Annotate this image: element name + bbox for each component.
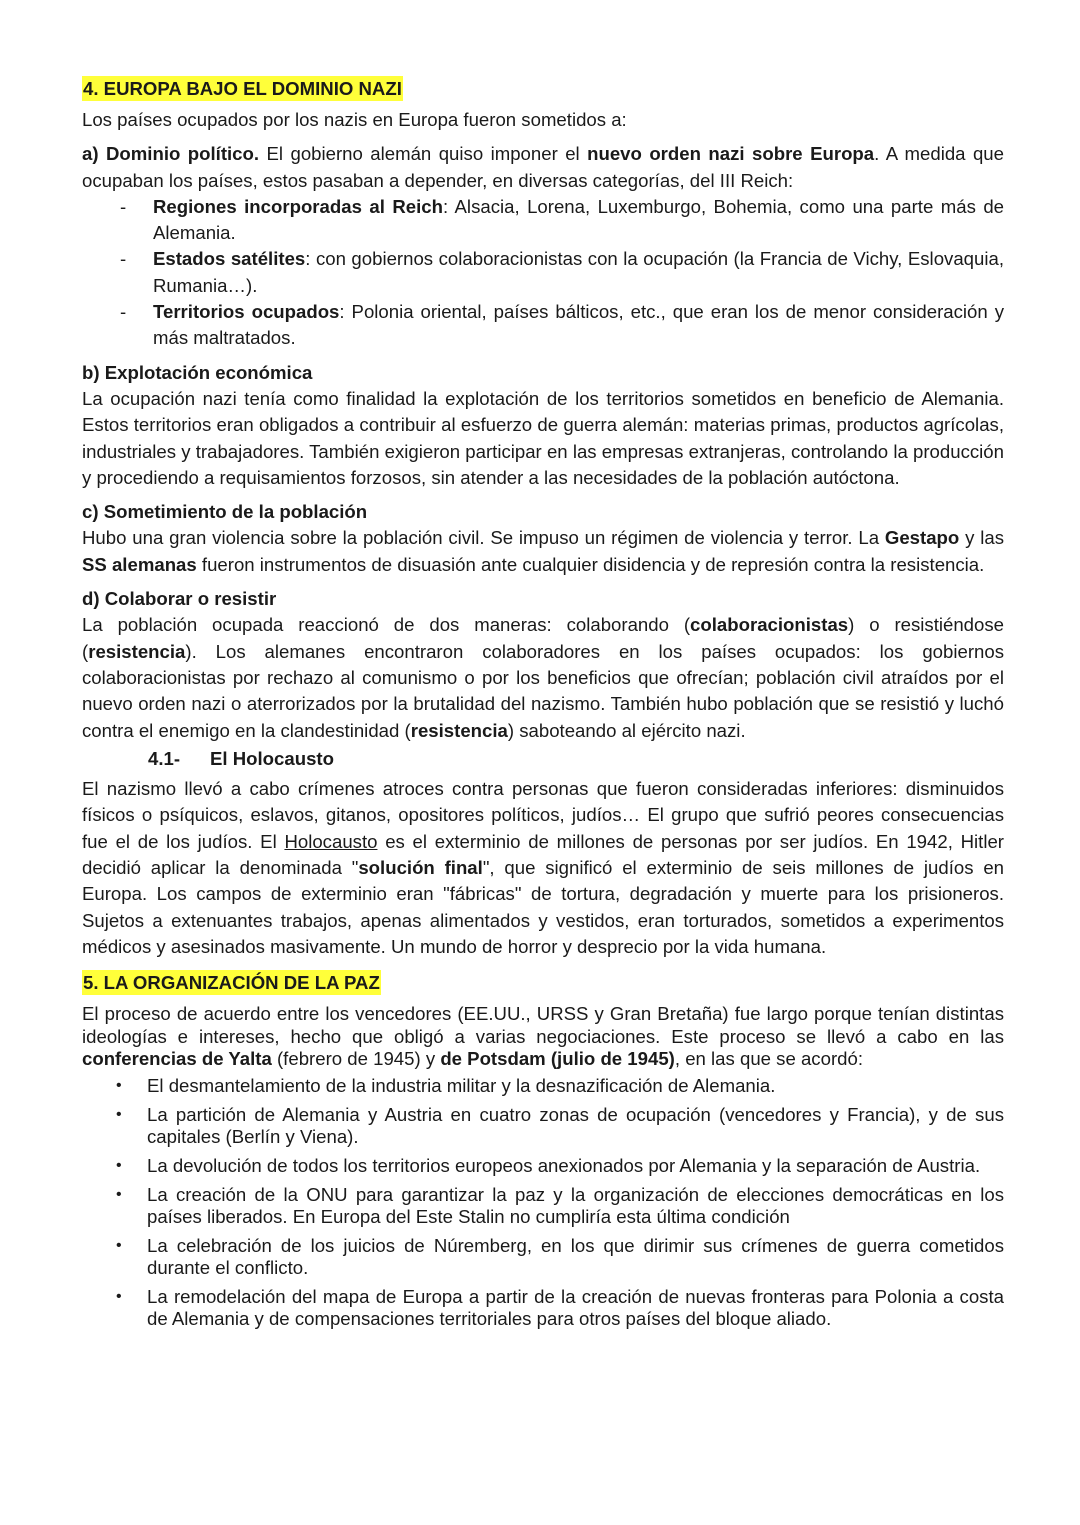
explotacion-label: b) Explotación económica [82,361,313,383]
holocausto-paragraph: El nazismo llevó a cabo crímenes atroces contra personas que fueron consideradas inferiores: disminuidos físicos o psíquicos, eslavos, gitanos, opositores políticos, judíos… El grupo que sufrió peores consecuencias fue el de los judíos. El Holocausto es el exterminio de millones de personas por ser judíos. En 1942, Hitler decidió aplicar la denominada "solución final", que significó el exterminio de seis millones de judíos en Europa. Los campos de exterminio eran "fábricas" de tortura, degradación y muerte para los prisioneros. Sujetos a extenuantes trabajos, apenas alimentados y vestidos, eran torturados, sometidos a experimentos médicos y asesinados masivamente. Un mundo de horror y desprecio por la vida humana. [82,778,1005,957]
section-4-heading: 4. EUROPA BAJO EL DOMINIO NAZI [83,78,402,99]
dominio-politico-label: a) Dominio político. [82,143,260,165]
list-item: • La celebración de los juicios de Núremberg, en los que dirimir sus crímenes de guerra cometidos durante el conflicto. [116,1234,1004,1278]
explotacion-paragraph: La ocupación nazi tenía como finalidad la explotación de los territorios sometidos en beneficio de Alemania. Estos territorios eran obligados a contribuir al esfuerzo de guerra alemán: materias primas, productos agrícolas, industriales y trabajadores. También exigieron participar en las empresas extranjeras, controlando la producción y procediendo a requisamientos forzosos, sin atender a las necesidades de la población autóctona. [82,387,1004,488]
holocausto-heading: 4.1- El Holocausto [148,747,334,769]
sometimiento-label: c) Sometimiento de la población [82,501,368,523]
list-item: • La partición de Alemania y Austria en cuatro zonas de ocupación (vencedores y Francia), y de sus capitales (Berlín y Viena). [116,1103,1004,1147]
list-item: • La devolución de todos los territorios europeos anexionados por Alemania y la separación de Austria. [116,1154,981,1176]
list-item: • La creación de la ONU para garantizar la paz y la organización de elecciones democráticas en los países liberados. En Europa del Este Stalin no cumpliría esta última condición [116,1183,1004,1227]
list-item: • El desmantelamiento de la industria militar y la desnazificación de Alemania. [116,1074,776,1096]
dominio-politico-paragraph: a) Dominio político. El gobierno alemán quiso imponer el nuevo orden nazi sobre Europa. A medida que ocupaban los países, estos pasaban a depender, en diversas categorías, del III Reich: [82,143,1004,191]
section-4-intro: Los países ocupados por los nazis en Europa fueron sometidos a: [82,109,627,130]
sometimiento-paragraph: Hubo una gran violencia sobre la población civil. Se impuso un régimen de violencia y terror. La Gestapo y las SS alemanas fueron instrumentos de disuasión ante cualquier disidencia y de represión contra la resistencia. [82,527,1004,575]
colaborar-label: d) Colaborar o resistir [82,588,277,610]
list-item: - Regiones incorporadas al Reich: Alsacia, Lorena, Luxemburgo, Bohemia, como una parte más de Alemania. [82,194,1004,247]
section-5-intro: El proceso de acuerdo entre los vencedores (EE.UU., URSS y Gran Bretaña) fue largo porque tenían distintas ideologías e intereses, hecho que obligó a varias negociaciones. Este proceso se llevó a cabo en las conferencias de Yalta (febrero de 1945) y de Potsdam (julio de 1945), en las que se acordó: [82,1003,1004,1070]
reich-categories-list [82,194,1004,352]
list-item: - Territorios ocupados: Polonia oriental, países bálticos, etc., que eran los de menor consideración y más maltratados. [82,299,1004,352]
agreements-list [82,1075,1004,1330]
section-5-heading: 5. LA ORGANIZACIÓN DE LA PAZ [83,972,380,994]
list-item: • La remodelación del mapa de Europa a partir de la creación de nuevas fronteras para Polonia a costa de Alemania y de compensaciones territoriales para otros países del bloque aliado. [116,1285,1004,1329]
document-page [82,70,1004,1337]
list-item: - Estados satélites: con gobiernos colaboracionistas con la ocupación (la Francia de Vichy, Eslovaquia, Rumania…). [82,246,1004,299]
colaborar-paragraph: La población ocupada reaccionó de dos maneras: colaborando (colaboracionistas) o resistiéndose (resistencia). Los alemanes encontraron colaboradores en los países ocupados: los gobiernos colaboracionistas por rechazo al comunismo o por los beneficios que ofrecían; población civil atraídos por el nuevo orden nazi o aterrorizados por la brutalidad del nazismo. También hubo población que se resistió y luchó contra el enemigo en la clandestinidad (resistencia) saboteando al ejército nazi. [82,614,1004,741]
